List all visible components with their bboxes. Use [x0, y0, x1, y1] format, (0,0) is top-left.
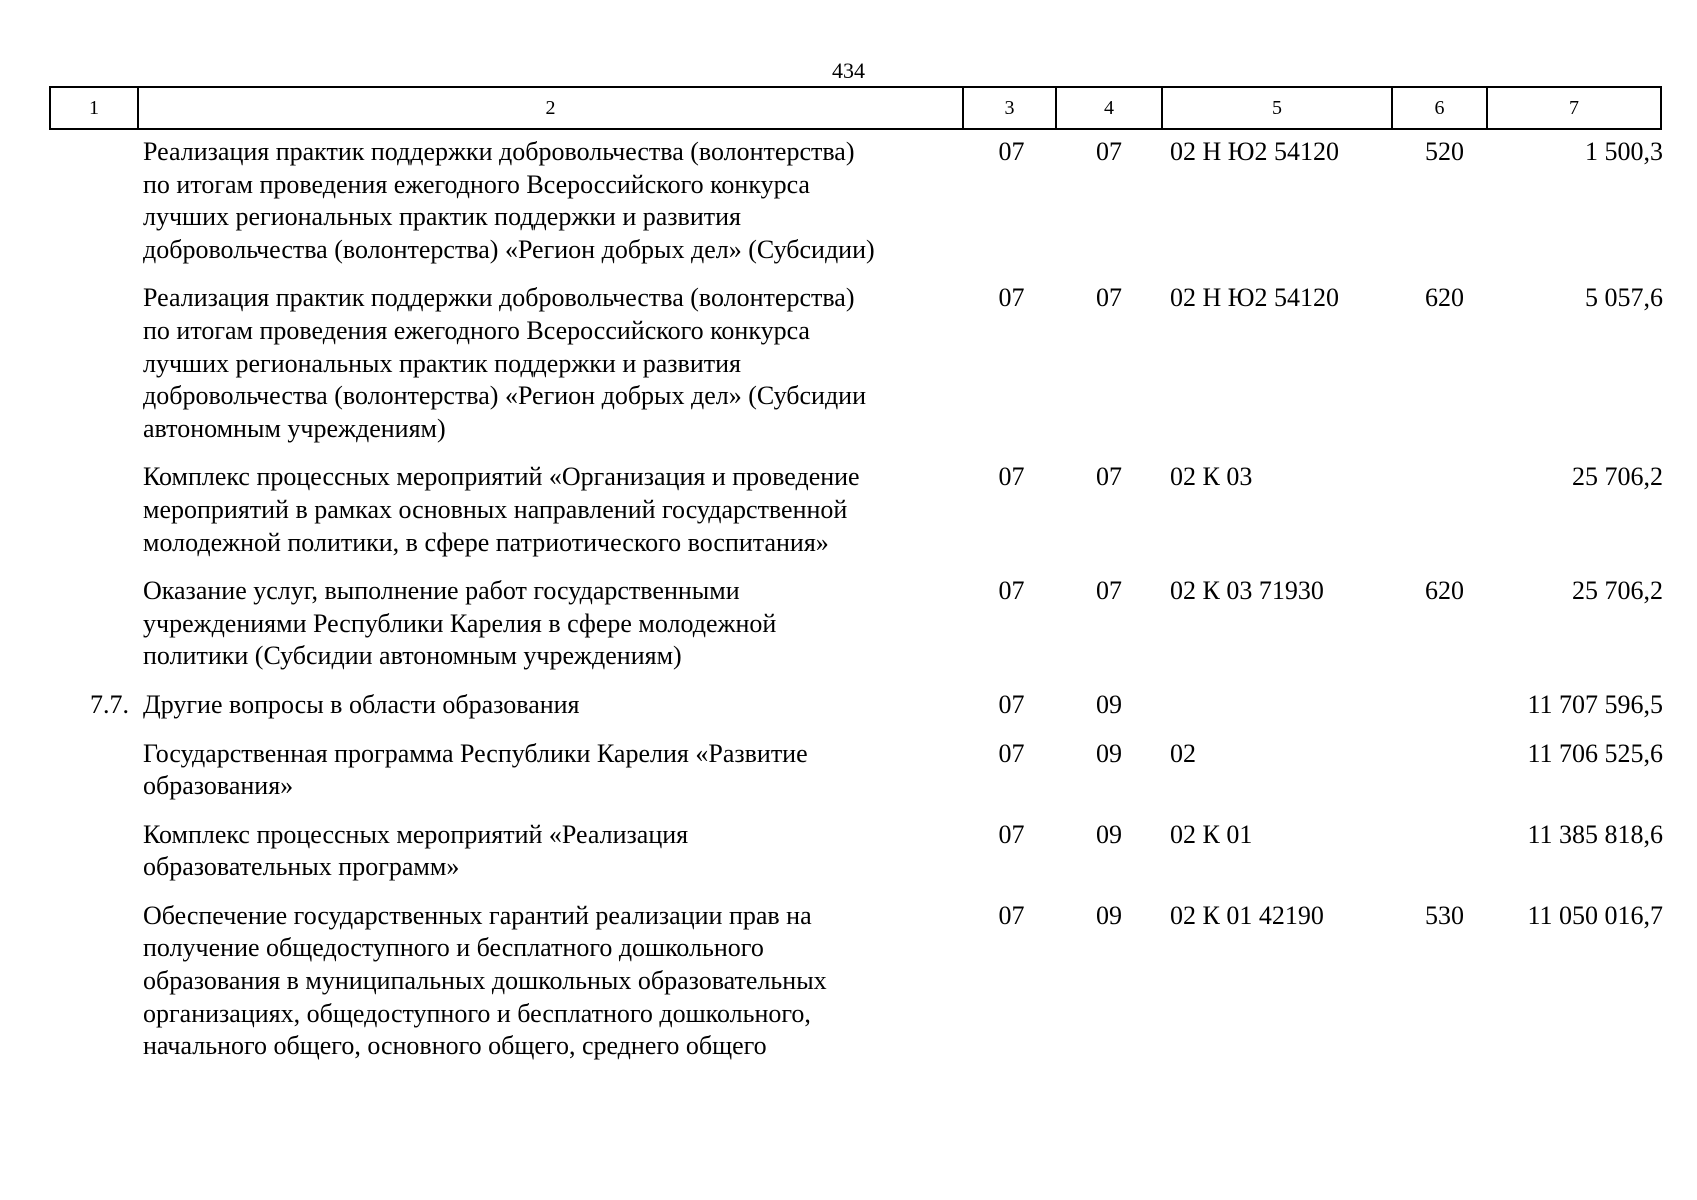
subsection-code: 09: [1096, 819, 1122, 849]
section-code: 07: [998, 738, 1025, 768]
item-name-line: по итогам проведения ежегодного Всероссийского конкурса: [143, 169, 810, 199]
table-row: [49, 461, 1673, 575]
column-header-7: 7: [1487, 87, 1661, 129]
item-name-cell: [135, 819, 966, 900]
target-article-code: 02 Н Ю2 54120: [1170, 137, 1339, 166]
section-code: 07: [998, 689, 1025, 719]
target-article-code: 02: [1170, 738, 1196, 768]
item-name-line: Государственная программа Республики Карелия «Развитие: [143, 738, 808, 768]
item-name-line: получение общедоступного и бесплатного дошкольного: [143, 933, 764, 963]
row-number-cell: [49, 738, 135, 819]
column-header-6: 6: [1392, 87, 1487, 129]
subsection-code: 07: [1096, 462, 1122, 492]
budget-table-body: [49, 136, 1673, 1079]
amount: 11 385 818,6: [1527, 819, 1663, 849]
row-number-cell: [49, 575, 135, 689]
amount: 25 706,2: [1572, 462, 1663, 492]
item-name-line: учреждениями Республики Карелия в сфере молодежной: [143, 608, 777, 638]
item-name-cell: [135, 461, 966, 575]
item-name-line: Другие вопросы в области образования: [143, 689, 580, 719]
subsection-code: 07: [1096, 283, 1122, 313]
amount: 11 706 525,6: [1527, 738, 1663, 768]
target-article-code: [1161, 689, 1398, 738]
item-name-line: молодежной политики, в сфере патриотического воспитания»: [143, 527, 829, 557]
amount: 5 057,6: [1585, 283, 1663, 313]
row-number-cell: [49, 461, 135, 575]
subsection-code: 07: [1096, 137, 1122, 166]
item-name-line: автономным учреждениям): [143, 413, 446, 443]
item-name-line: добровольчества (волонтерства) «Регион добрых дел» (Субсидии: [143, 381, 867, 411]
table-row: [49, 900, 1673, 1079]
item-name-line: мероприятий в рамках основных направлений государственной: [143, 494, 848, 524]
table-row: [49, 136, 1673, 282]
section-code: 07: [998, 462, 1025, 492]
row-number-cell: [49, 689, 135, 738]
item-name-line: добровольчества (волонтерства) «Регион добрых дел» (Субсидии): [143, 234, 875, 264]
row-number: 7.7.: [90, 689, 129, 719]
item-name-line: по итогам проведения ежегодного Всероссийского конкурса: [143, 315, 810, 345]
item-name-line: Комплекс процессных мероприятий «Реализация: [143, 819, 689, 849]
item-name-cell: [135, 136, 966, 282]
row-number-cell: [49, 900, 135, 1079]
target-article-code: 02 Н Ю2 54120: [1170, 283, 1339, 313]
expense-type-code: 520: [1425, 137, 1464, 166]
row-number-cell: [49, 282, 135, 461]
item-name-line: образования в муниципальных дошкольных образовательных: [143, 966, 827, 996]
column-header-2: 2: [138, 87, 963, 129]
expense-type-code: [1398, 819, 1491, 900]
column-header-row: [49, 86, 1662, 130]
amount: 11 707 596,5: [1527, 689, 1663, 719]
subsection-code: 07: [1096, 576, 1122, 606]
expense-type-code: [1398, 689, 1491, 738]
subsection-code: 09: [1096, 738, 1122, 768]
row-number-cell: [49, 819, 135, 900]
item-name-line: образовательных программ»: [143, 852, 460, 882]
section-code: 07: [998, 819, 1025, 849]
section-code: 07: [998, 137, 1025, 166]
item-name-line: Реализация практик поддержки добровольчества (волонтерства): [143, 137, 855, 166]
item-name-line: Обеспечение государственных гарантий реализации прав на: [143, 900, 812, 930]
item-name-cell: [135, 900, 966, 1079]
target-article-code: 02 К 03 71930: [1170, 576, 1324, 606]
item-name-cell: [135, 738, 966, 819]
expense-type-code: 620: [1425, 576, 1464, 606]
item-name-line: организациях, общедоступного и бесплатного дошкольного,: [143, 998, 811, 1028]
expense-type-code: 620: [1425, 283, 1464, 313]
expense-type-code: [1398, 738, 1491, 819]
column-header-1: 1: [50, 87, 138, 129]
column-header-3: 3: [963, 87, 1056, 129]
item-name-line: Оказание услуг, выполнение работ государственными: [143, 576, 740, 606]
item-name-line: политики (Субсидии автономным учреждениям): [143, 641, 682, 671]
page-number: 434: [832, 58, 865, 83]
item-name-cell: [135, 575, 966, 689]
table-row: [49, 282, 1673, 461]
subsection-code: 09: [1096, 689, 1122, 719]
item-name-line: лучших региональных практик поддержки и развития: [143, 202, 741, 232]
row-number-cell: [49, 136, 135, 282]
item-name-cell: [135, 282, 966, 461]
amount: 1 500,3: [1585, 137, 1663, 166]
target-article-code: 02 К 01 42190: [1170, 900, 1324, 930]
column-header-5: 5: [1162, 87, 1392, 129]
table-row: [49, 738, 1673, 819]
amount: 25 706,2: [1572, 576, 1663, 606]
item-name-line: образования»: [143, 771, 294, 801]
section-code: 07: [998, 900, 1025, 930]
target-article-code: 02 К 01: [1170, 819, 1253, 849]
expense-type-code: [1398, 461, 1491, 575]
subsection-code: 09: [1096, 900, 1122, 930]
budget-table: [49, 136, 1673, 1079]
table-row: [49, 689, 1673, 738]
target-article-code: 02 К 03: [1170, 462, 1253, 492]
section-code: 07: [998, 576, 1025, 606]
item-name-line: начального общего, основного общего, среднего общего: [143, 1031, 767, 1061]
expense-type-code: 530: [1425, 900, 1464, 930]
column-header-4: 4: [1056, 87, 1162, 129]
table-row: [49, 575, 1673, 689]
item-name-line: Комплекс процессных мероприятий «Организация и проведение: [143, 462, 860, 492]
item-name-line: лучших региональных практик поддержки и развития: [143, 348, 741, 378]
table-row: [49, 819, 1673, 900]
section-code: 07: [998, 283, 1025, 313]
item-name-line: Реализация практик поддержки добровольчества (волонтерства): [143, 283, 855, 313]
item-name-cell: [135, 689, 966, 738]
amount: 11 050 016,7: [1527, 900, 1663, 930]
